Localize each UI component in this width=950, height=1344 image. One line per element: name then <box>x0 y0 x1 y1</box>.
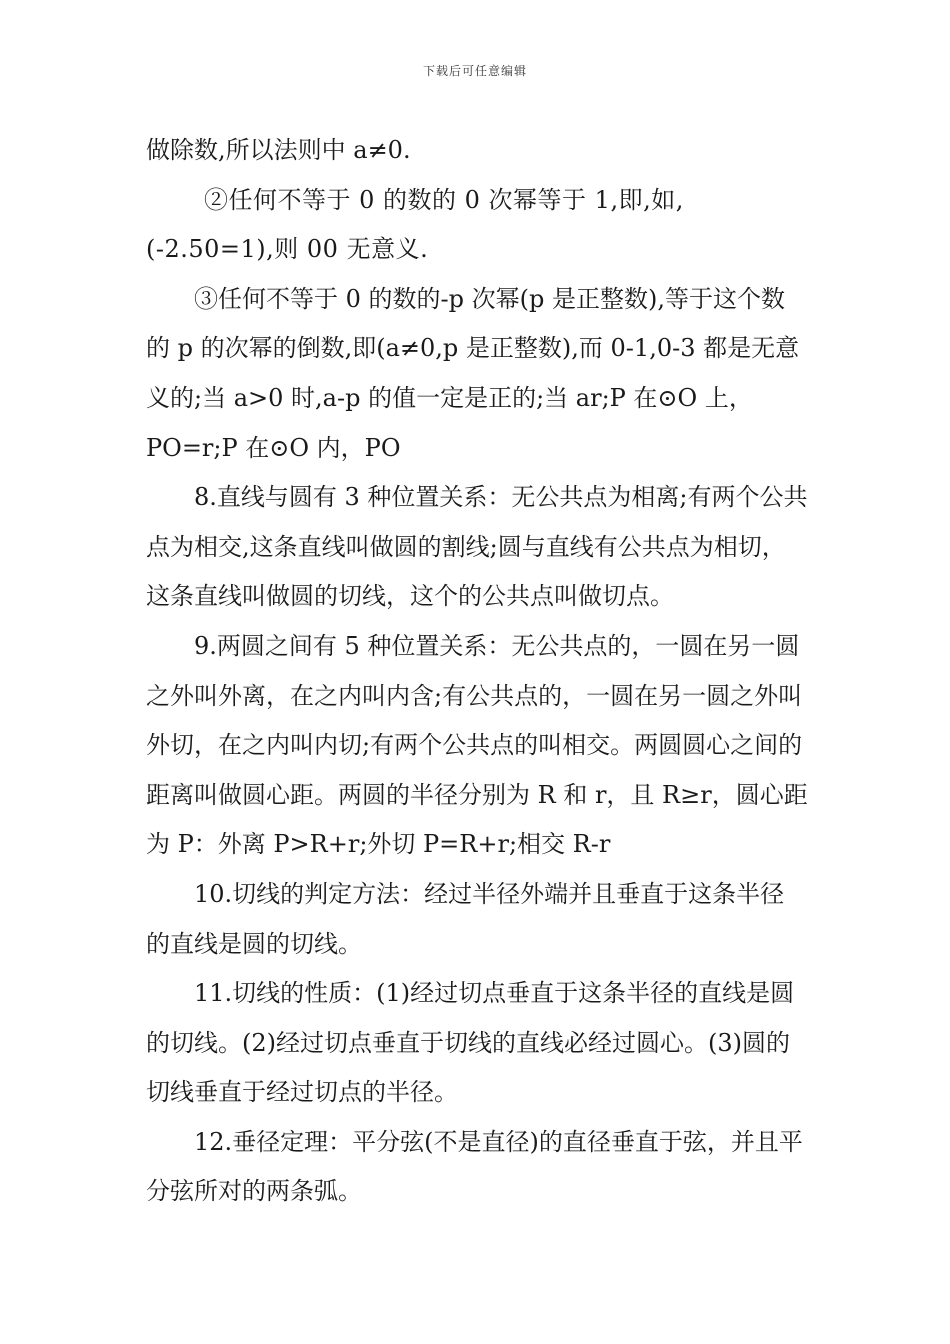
paragraph-rule-2: ②任何不等于 0 的数的 0 次幂等于 1,即,如,(-2.50=1),则 00 无意义. <box>146 185 684 264</box>
paragraph-continuation: 做除数,所以法则中 a≠0. <box>146 136 411 164</box>
paragraph-item-11: 11.切线的性质：(1)经过切点垂直于这条半径的直线是圆的切线。(2)经过切点垂直于切线的直线必经过圆心。(3)圆的切线垂直于经过切点的半径。 <box>146 979 795 1107</box>
paragraph-item-9: 9.两圆之间有 5 种位置关系：无公共点的，一圆在另一圆之外叫外离，在之内叫内含;有公共点的，一圆在另一圆之外叫外切，在之内叫内切;有两个公共点的叫相交。两圆圆心之间的距离叫做圆心距。两圆的半径分别为 R 和 r，且 R≥r，圆心距为 P：外离 P>R+r;外切 P=R+r;相交 R-r <box>146 631 808 859</box>
paragraph-item-8: 8.直线与圆有 3 种位置关系：无公共点为相离;有两个公共点为相交,这条直线叫做圆的割线;圆与直线有公共点为相切，这条直线叫做圆的切线，这个的公共点叫做切点。 <box>146 483 808 611</box>
document-body <box>146 126 808 1217</box>
page-header: 下载后可任意编辑 <box>422 64 527 78</box>
paragraph-item-10: 10.切线的判定方法：经过半径外端并且垂直于这条半径的直线是圆的切线。 <box>146 879 785 958</box>
paragraph-rule-3: ③任何不等于 0 的数的-p 次幂(p 是正整数),等于这个数的 p 的次幂的倒数,即(a≠0,p 是正整数),而 0-1,0-3 都是无意义的;当 a>0 时,a-p 的值一定是正的;当 ar;P 在⊙O 上，PO=r;P 在⊙O 内，PO <box>146 284 800 462</box>
paragraph-item-12: 12.垂径定理：平分弦(不是直径)的直径垂直于弦，并且平分弦所对的两条弧。 <box>146 1127 803 1206</box>
